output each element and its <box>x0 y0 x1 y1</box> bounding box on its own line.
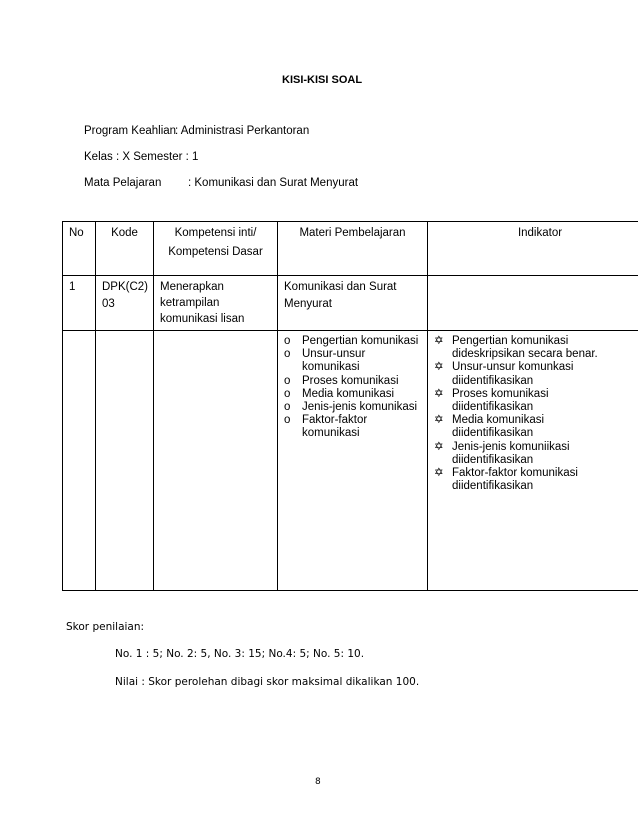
list-item: ✡ Jenis-jenis komuniikasi diidentifikasikan <box>434 440 570 466</box>
star-bullet-icon: ✡ <box>434 440 444 453</box>
materi-list <box>284 335 421 441</box>
star-bullet-icon: ✡ <box>434 361 444 374</box>
circle-bullet-icon: o <box>284 335 291 347</box>
list-item: ✡ Pengertian komunikasi dideskripsikan secara benar. <box>434 335 598 361</box>
header-materi: Materi Pembelajaran <box>278 222 428 276</box>
cell-materi-line1: Komunikasi dan Surat <box>284 281 397 293</box>
mata-pelajaran-value: : Komunikasi dan Surat Menyurat <box>188 177 359 189</box>
cell-kompetensi-line3: komunikasi lisan <box>160 313 245 325</box>
cell-kode-line2: 03 <box>102 298 115 310</box>
list-item: o Proses komunikasi <box>284 374 399 387</box>
cell-materi-line2: Menyurat <box>284 298 332 310</box>
cell-materi-list <box>278 331 428 591</box>
header-kompetensi-line1: Kompetensi inti/ <box>174 227 257 239</box>
circle-bullet-icon: o <box>284 374 291 387</box>
header-kompetensi-line2: Kompetensi Dasar <box>168 246 263 258</box>
star-bullet-icon: ✡ <box>434 335 444 347</box>
list-item: ✡ Proses komunikasi diidentifikasikan <box>434 387 549 414</box>
list-item: o Faktor-faktor komunikasi <box>284 414 368 440</box>
program-keahlian-value: : Administrasi Perkantoran <box>175 125 310 137</box>
list-item: o Jenis-jenis komunikasi <box>284 401 418 414</box>
list-item: ✡ Unsur-unsur komunkasi diidentifikasikan <box>434 361 574 387</box>
list-item: ✡ Media komunikasi diidentifikasikan <box>434 414 545 440</box>
cell-materi <box>278 276 428 331</box>
program-keahlian-label: Program Keahlian <box>84 125 177 137</box>
skor-line-2: Nilai : Skor perolehan dibagi skor maksimal dikalikan 100. <box>115 676 420 688</box>
cell-indikator-list <box>428 331 638 591</box>
cell-kompetensi-line2: ketrampilan <box>160 297 220 309</box>
skor-label: Skor penilaian: <box>66 621 145 633</box>
circle-bullet-icon: o <box>284 387 291 400</box>
page-title: KISI-KISI SOAL <box>282 74 363 86</box>
circle-bullet-icon: o <box>284 414 291 427</box>
cell-empty <box>96 331 154 591</box>
cell-no: 1 <box>63 276 96 331</box>
header-kompetensi <box>154 222 278 276</box>
star-bullet-icon: ✡ <box>434 387 444 400</box>
indikator-list <box>434 335 638 493</box>
cell-empty <box>63 331 96 591</box>
kelas-semester: Kelas : X Semester : 1 <box>84 151 199 163</box>
mata-pelajaran-label: Mata Pelajaran <box>84 177 162 189</box>
page-number: 8 <box>315 777 321 787</box>
skor-line-1: No. 1 : 5; No. 2: 5, No. 3: 15; No.4: 5; No. 5: 10. <box>115 648 365 660</box>
header-no: No <box>63 222 96 276</box>
cell-kode <box>96 276 154 331</box>
cell-empty <box>154 331 278 591</box>
star-bullet-icon: ✡ <box>434 467 444 480</box>
cell-indikator-empty <box>428 276 638 331</box>
list-item: ✡ Faktor-faktor komunikasi diidentifikasikan <box>434 467 578 493</box>
kisi-table <box>62 221 638 591</box>
list-item: o Pengertian komunikasi <box>284 335 419 347</box>
table-row <box>63 276 638 331</box>
table-row <box>63 331 638 591</box>
list-item: o Unsur-unsur komunikasi <box>284 348 366 374</box>
cell-kompetensi <box>154 276 278 331</box>
circle-bullet-icon: o <box>284 348 291 361</box>
header-kode: Kode <box>96 222 154 276</box>
circle-bullet-icon: o <box>284 401 291 414</box>
list-item: o Media komunikasi <box>284 387 395 400</box>
cell-kode-line1: DPK(C2) <box>102 281 149 293</box>
header-indikator: Indikator <box>428 222 638 276</box>
table-header-row <box>63 222 638 276</box>
star-bullet-icon: ✡ <box>434 414 444 427</box>
cell-kompetensi-line1: Menerapkan <box>160 281 224 293</box>
